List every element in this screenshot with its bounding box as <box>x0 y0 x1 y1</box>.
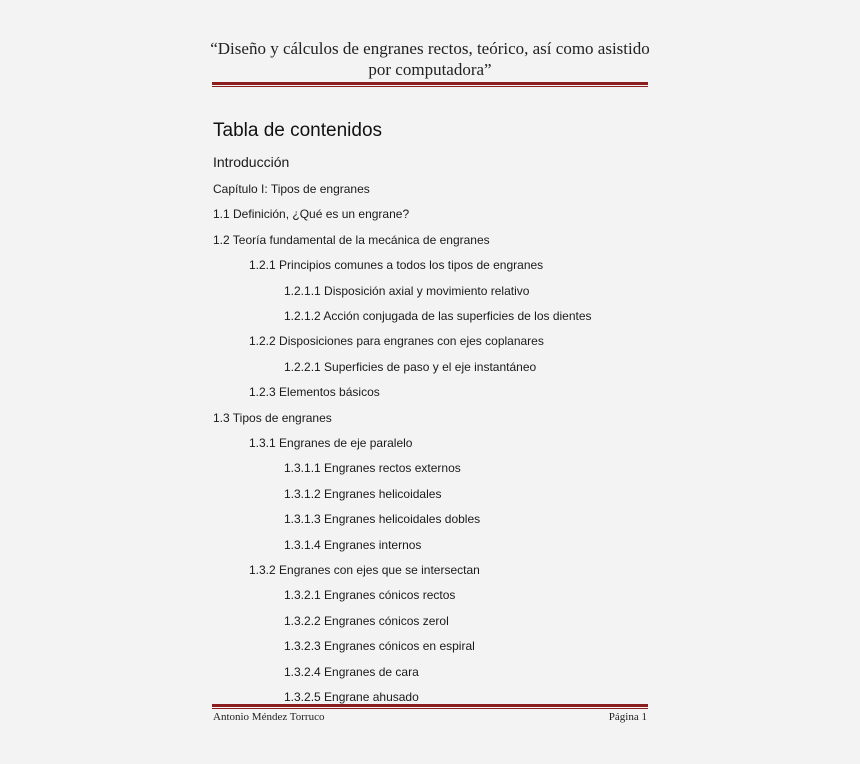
toc-entry[interactable]: Introducción <box>213 154 290 170</box>
toc-entry[interactable]: 1.3.1.2 Engranes helicoidales <box>284 486 442 501</box>
toc-entry[interactable]: 1.1 Definición, ¿Qué es un engrane? <box>213 207 410 222</box>
toc-entry[interactable]: 1.3.2 Engranes con ejes que se intersectan <box>249 563 480 577</box>
toc-entry[interactable]: 1.3.2.3 Engranes cónicos en espiral <box>284 639 475 654</box>
document-title-line-1: “Diseño y cálculos de engranes rectos, teórico, así como asistido <box>210 39 650 58</box>
header-rule <box>212 82 648 87</box>
toc-entry[interactable]: 1.2.1.2 Acción conjugada de las superficies de los dientes <box>284 309 592 323</box>
footer-author: Antonio Méndez Torruco <box>213 711 325 723</box>
toc-entry[interactable]: 1.3 Tipos de engranes <box>213 410 332 425</box>
toc-entry[interactable]: 1.2.2.1 Superficies de paso y el eje instantáneo <box>284 359 537 374</box>
toc-entry[interactable]: 1.2.3 Elementos básicos <box>249 385 380 400</box>
footer-page-number: Página 1 <box>608 711 647 723</box>
toc-heading: Tabla de contenidos <box>213 120 383 141</box>
toc-entry[interactable]: 1.3.2.1 Engranes cónicos rectos <box>284 588 456 603</box>
toc-entry[interactable]: 1.2 Teoría fundamental de la mecánica de engranes <box>213 232 490 247</box>
toc-entry[interactable]: Capítulo I: Tipos de engranes <box>213 182 370 196</box>
footer-rule <box>212 704 648 709</box>
toc-entry[interactable]: 1.3.2.5 Engrane ahusado <box>284 690 419 704</box>
toc-entry[interactable]: 1.3.1.1 Engranes rectos externos <box>284 461 461 476</box>
toc-entry[interactable]: 1.3.1.3 Engranes helicoidales dobles <box>284 512 481 527</box>
toc-entry[interactable]: 1.2.1 Principios comunes a todos los tipos de engranes <box>249 258 544 273</box>
toc-entry[interactable]: 1.2.2 Disposiciones para engranes con ejes coplanares <box>249 334 544 349</box>
toc-entry[interactable]: 1.2.1.1 Disposición axial y movimiento relativo <box>284 283 530 298</box>
toc-entry[interactable]: 1.3.1 Engranes de eje paralelo <box>249 436 413 450</box>
toc-entry[interactable]: 1.3.2.4 Engranes de cara <box>284 664 419 679</box>
toc-entry[interactable]: 1.3.1.4 Engranes internos <box>284 537 422 552</box>
document-title-line-2: por computadora” <box>368 60 492 79</box>
document-title <box>200 38 660 80</box>
toc-entry[interactable]: 1.3.2.2 Engranes cónicos zerol <box>284 613 449 628</box>
